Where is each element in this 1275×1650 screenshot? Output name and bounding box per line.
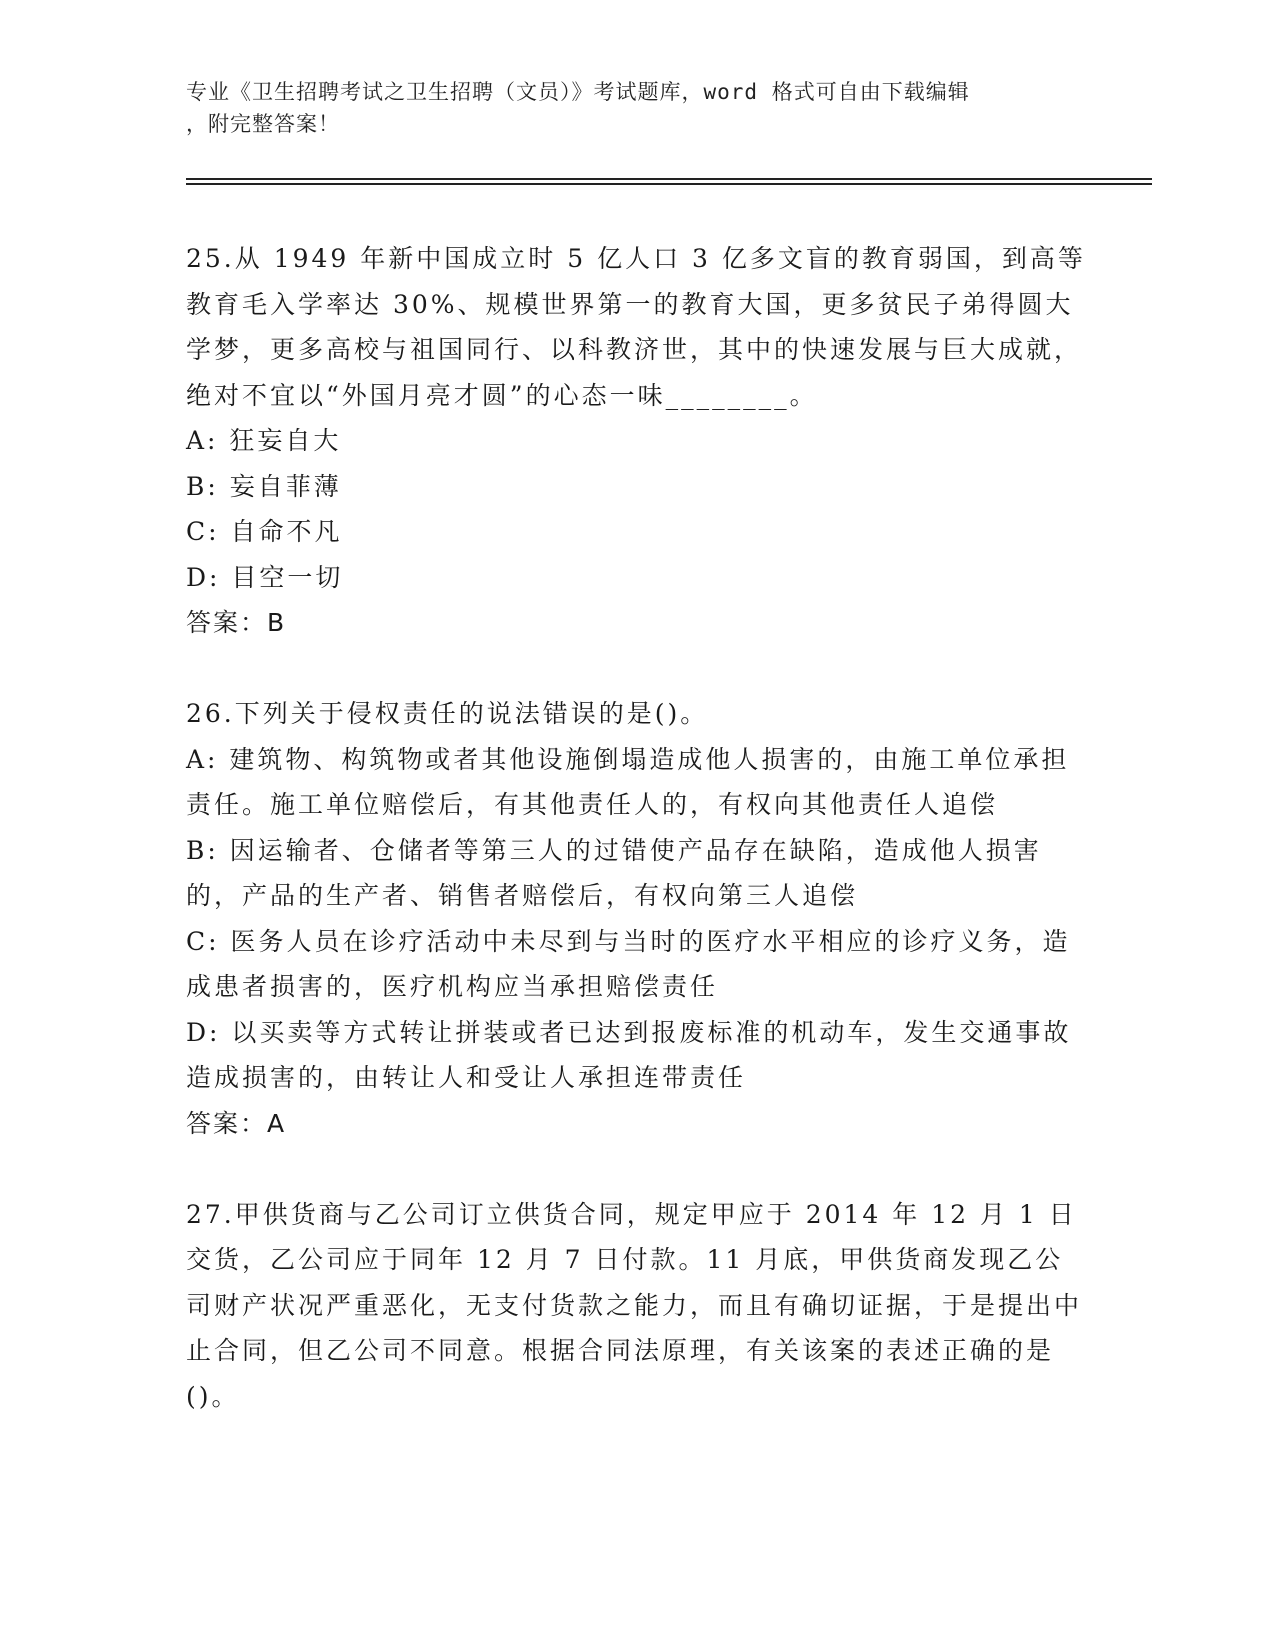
question-stem: 25.从 1949 年新中国成立时 5 亿人口 3 亿多文盲的教育弱国，到高等教育毛入学率达 30%、规模世界第一的教育大国，更多贫民子弟得圆大学梦，更多高校与祖国同行、以科教济世，其中的快速发展与巨大成就，绝对不宜以“外国月亮才圆”的心态一味________。: [186, 244, 1086, 410]
option-b: B: 妄自菲薄: [186, 471, 342, 501]
option-b: B: 因运输者、仓储者等第三人的过错使产品存在缺陷，造成他人损害的，产品的生产者、销售者赔偿后，有权向第三人追偿: [186, 835, 1042, 910]
option-a: A: 狂妄自大: [186, 426, 342, 455]
header-line-2: ，附完整答案！: [186, 112, 340, 136]
question-spacer: [186, 646, 1086, 692]
question-stem: 26.下列关于侵权责任的说法错误的是()。: [186, 699, 709, 728]
answer-line: 答案：A: [186, 1108, 287, 1138]
question-stem: 27.甲供货商与乙公司订立供货合同，规定甲应于 2014 年 12 月 1 日交货，乙公司应于同年 12 月 7 日付款。11 月底，甲供货商发现乙公司财产状况严重恶化，无支付货款之能力，而且有确切证据，于是提出中止合同，但乙公司不同意。根据合同法原理，有关该案的表述正确的是()。: [186, 1199, 1083, 1411]
option-d: D: 目空一切: [186, 562, 344, 592]
answer-line: 答案：B: [186, 608, 287, 637]
option-c: C: 医务人员在诊疗活动中未尽到与当时的医疗水平相应的诊疗义务，造成患者损害的，医疗机构应当承担赔偿责任: [186, 926, 1071, 1001]
option-c: C: 自命不凡: [186, 517, 343, 546]
question-spacer: [186, 1146, 1086, 1192]
question-27: [186, 1192, 1086, 1420]
option-a: A: 建筑物、构筑物或者其他设施倒塌造成他人损害的，由施工单位承担责任。施工单位赔偿后，有其他责任人的，有权向其他责任人追偿: [186, 744, 1070, 819]
question-26: [186, 691, 1086, 1146]
document-header: [186, 76, 1086, 140]
header-rule-bottom: [186, 183, 1152, 185]
header-line-1: 专业《卫生招聘考试之卫生招聘（文员）》考试题库，word 格式可自由下载编辑: [186, 80, 970, 104]
question-list: [186, 236, 1086, 1419]
option-d: D: 以买卖等方式转让拼装或者已达到报废标准的机动车，发生交通事故造成损害的，由转让人和受让人承担连带责任: [186, 1017, 1072, 1092]
header-rule-top: [186, 178, 1152, 180]
question-25: [186, 236, 1086, 646]
